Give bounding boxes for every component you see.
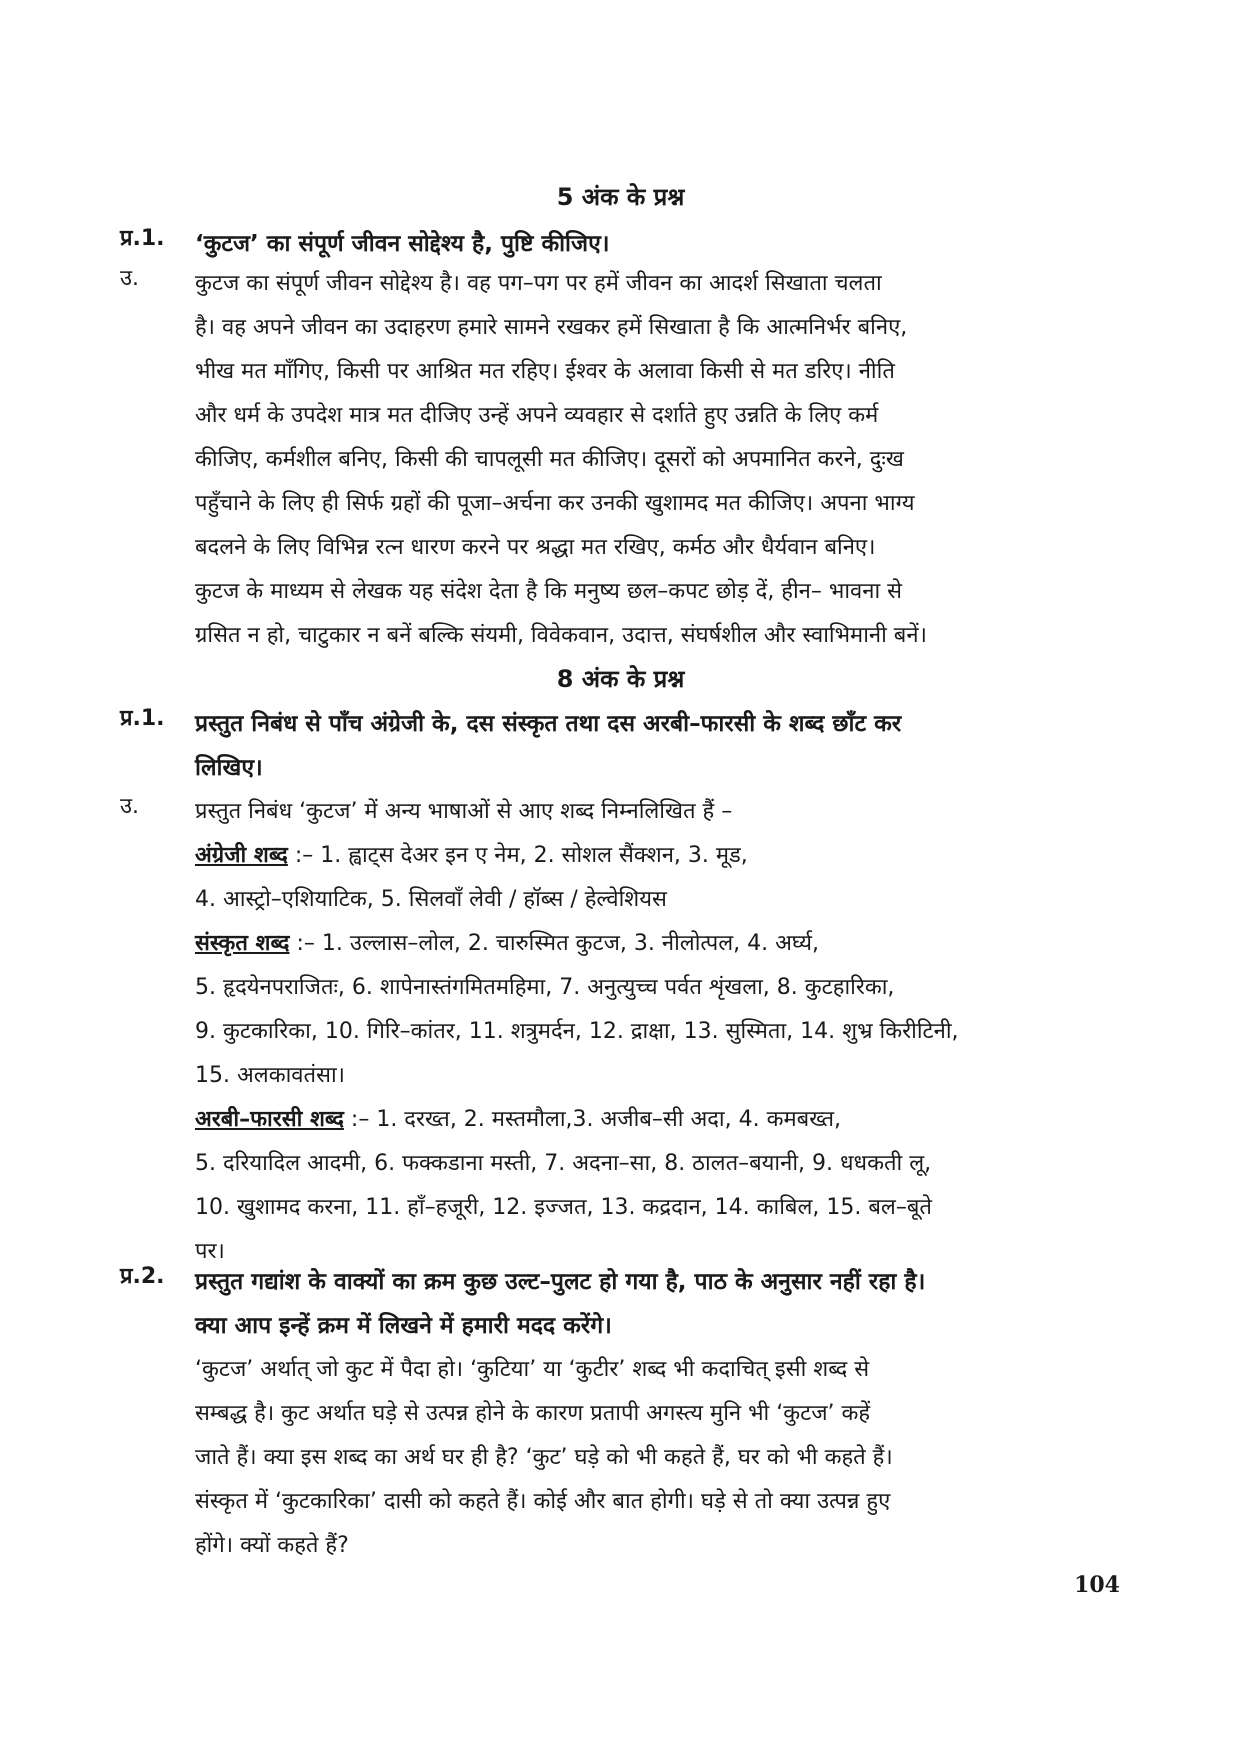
question-label: प्र.1. — [120, 706, 165, 731]
answer-line: बदलने के लिए विभिन्न रत्न धारण करने पर श्रद्धा मत रखिए, कर्मठ और धैर्यवान बनिए। — [195, 535, 876, 560]
answer-line: है। वह अपने जीवन का उदाहरण हमारे सामने रखकर हमें सिखाता है कि आत्मनिर्भर बनिए, — [195, 315, 908, 340]
section-heading-5-marks: 5 अंक के प्रश्न — [556, 183, 685, 211]
passage-line: होंगे। क्यों कहते हैं? — [195, 1533, 349, 1558]
question-line: लिखिए। — [195, 755, 263, 781]
section-heading-8-marks: 8 अंक के प्रश्न — [556, 665, 685, 693]
passage-line: संस्कृत में ‘कुटकारिका’ दासी को कहते हैं। कोई और बात होगी। घड़े से तो क्या उत्पन्न हुए — [195, 1489, 891, 1514]
passage-line: जाते हैं। क्या इस शब्द का अर्थ घर ही है? ‘कुट’ घड़े को भी कहते हैं, घर को भी कहते हैं। — [195, 1445, 893, 1470]
arabic-words-line: 5. दरियादिल आदमी, 6. फक्कडाना मस्ती, 7. अदना–सा, 8. ठालत–बयानी, 9. धधकती लू, — [195, 1151, 932, 1176]
answer-line: पहुँचाने के लिए ही सिर्फ ग्रहों की पूजा–अर्चना कर उनकी खुशामद मत कीजिए। अपना भाग्य — [195, 491, 915, 516]
arabic-words-text: :– 1. दरख्त, 2. मस्तमौला,3. अजीब–सी अदा, 4. कमबख्त, — [343, 1107, 842, 1132]
english-words-line: 4. आस्ट्रो–एशियाटिक, 5. सिलवाँ लेवी / हॉब्स / हेल्वेशियस — [195, 887, 667, 912]
answer-line: कुटज के माध्यम से लेखक यह संदेश देता है कि मनुष्य छल–कपट छोड़ दें, हीन– भावना से — [195, 579, 903, 604]
answer-line: कीजिए, कर्मशील बनिए, किसी की चापलूसी मत कीजिए। दूसरों को अपमानित करने, दुःख — [195, 447, 904, 472]
question-text: ‘कुटज’ का संपूर्ण जीवन सोद्देश्य है, पुष्टि कीजिए। — [195, 231, 610, 257]
arabic-words-line — [195, 1098, 1120, 1142]
answer-text — [195, 262, 1120, 658]
arabic-words-label: अरबी–फारसी शब्द — [195, 1107, 344, 1132]
answer-line: भीख मत माँगिए, किसी पर आश्रित मत रहिए। ईश्वर के अलावा किसी से मत डरिए। नीति — [195, 359, 895, 384]
question-line: प्रस्तुत निबंध से पाँच अंग्रेजी के, दस संस्कृत तथा दस अरबी–फारसी के शब्द छाँट कर — [195, 711, 902, 737]
sanskrit-words-text: :– 1. उल्लास–लोल, 2. चारुस्मित कुटज, 3. नीलोत्पल, 4. अर्घ्य, — [289, 931, 819, 956]
answer-label: उ. — [120, 266, 140, 291]
question-line: क्या आप इन्हें क्रम में लिखने में हमारी मदद करेंगे। — [195, 1313, 612, 1339]
english-words-label: अंग्रेजी शब्द — [195, 843, 288, 868]
question-text — [195, 702, 1120, 790]
english-words-text: :– 1. ह्वाट्स देअर इन ए नेम, 2. सोशल सैंक्शन, 3. मूड, — [287, 843, 748, 868]
question-and-passage — [195, 1260, 1120, 1568]
arabic-words-line: 10. खुशामद करना, 11. हाँ–हजूरी, 12. इज्जत, 13. कद्रदान, 14. काबिल, 15. बल–बूते — [195, 1195, 932, 1220]
question-line: प्रस्तुत गद्यांश के वाक्यों का क्रम कुछ उल्ट–पुलट हो गया है, पाठ के अनुसार नहीं रहा है। — [195, 1269, 926, 1295]
sanskrit-words-line: 9. कुटकारिका, 10. गिरि–कांतर, 11. शत्रुमर्दन, 12. द्राक्षा, 13. सुस्मिता, 14. शुभ्र किरीटिनी, — [195, 1019, 959, 1044]
passage-line: सम्बद्ध है। कुट अर्थात घड़े से उत्पन्न होने के कारण प्रतापी अगस्त्य मुनि भी ‘कुटज’ कहें — [195, 1401, 871, 1426]
answer-line: कुटज का संपूर्ण जीवन सोद्देश्य है। वह पग–पग पर हमें जीवन का आदर्श सिखाता चलता — [195, 271, 882, 296]
sanskrit-words-line — [195, 922, 1120, 966]
passage-line: ‘कुटज’ अर्थात् जो कुट में पैदा हो। ‘कुटिया’ या ‘कुटीर’ शब्द भी कदाचित् इसी शब्द से — [195, 1357, 870, 1382]
question-label: प्र.1. — [120, 226, 165, 251]
answer-label: उ. — [120, 794, 140, 819]
arabic-words-line: पर। — [195, 1239, 225, 1264]
page-number: 104 — [1074, 1572, 1120, 1598]
answer-line: और धर्म के उपदेश मात्र मत दीजिए उन्हें अपने व्यवहार से दर्शाते हुए उन्नति के लिए कर्म — [195, 403, 879, 428]
english-words-line — [195, 834, 1120, 878]
answer-text — [195, 790, 1120, 1274]
answer-line: ग्रसित न हो, चाटुकार न बनें बल्कि संयमी, विवेकवान, उदात्त, संघर्षशील और स्वाभिमानी बनें। — [195, 623, 927, 648]
sanskrit-words-line: 5. हृदयेनपराजितः, 6. शापेनास्तंगमितमहिमा, 7. अनुत्युच्च पर्वत शृंखला, 8. कुटहारिका, — [195, 975, 895, 1000]
question-label: प्र.2. — [120, 1264, 165, 1289]
sanskrit-words-line: 15. अलकावतंसा। — [195, 1063, 345, 1088]
answer-intro: प्रस्तुत निबंध ‘कुटज’ में अन्य भाषाओं से आए शब्द निम्नलिखित हैं – — [195, 799, 733, 824]
sanskrit-words-label: संस्कृत शब्द — [195, 931, 290, 956]
